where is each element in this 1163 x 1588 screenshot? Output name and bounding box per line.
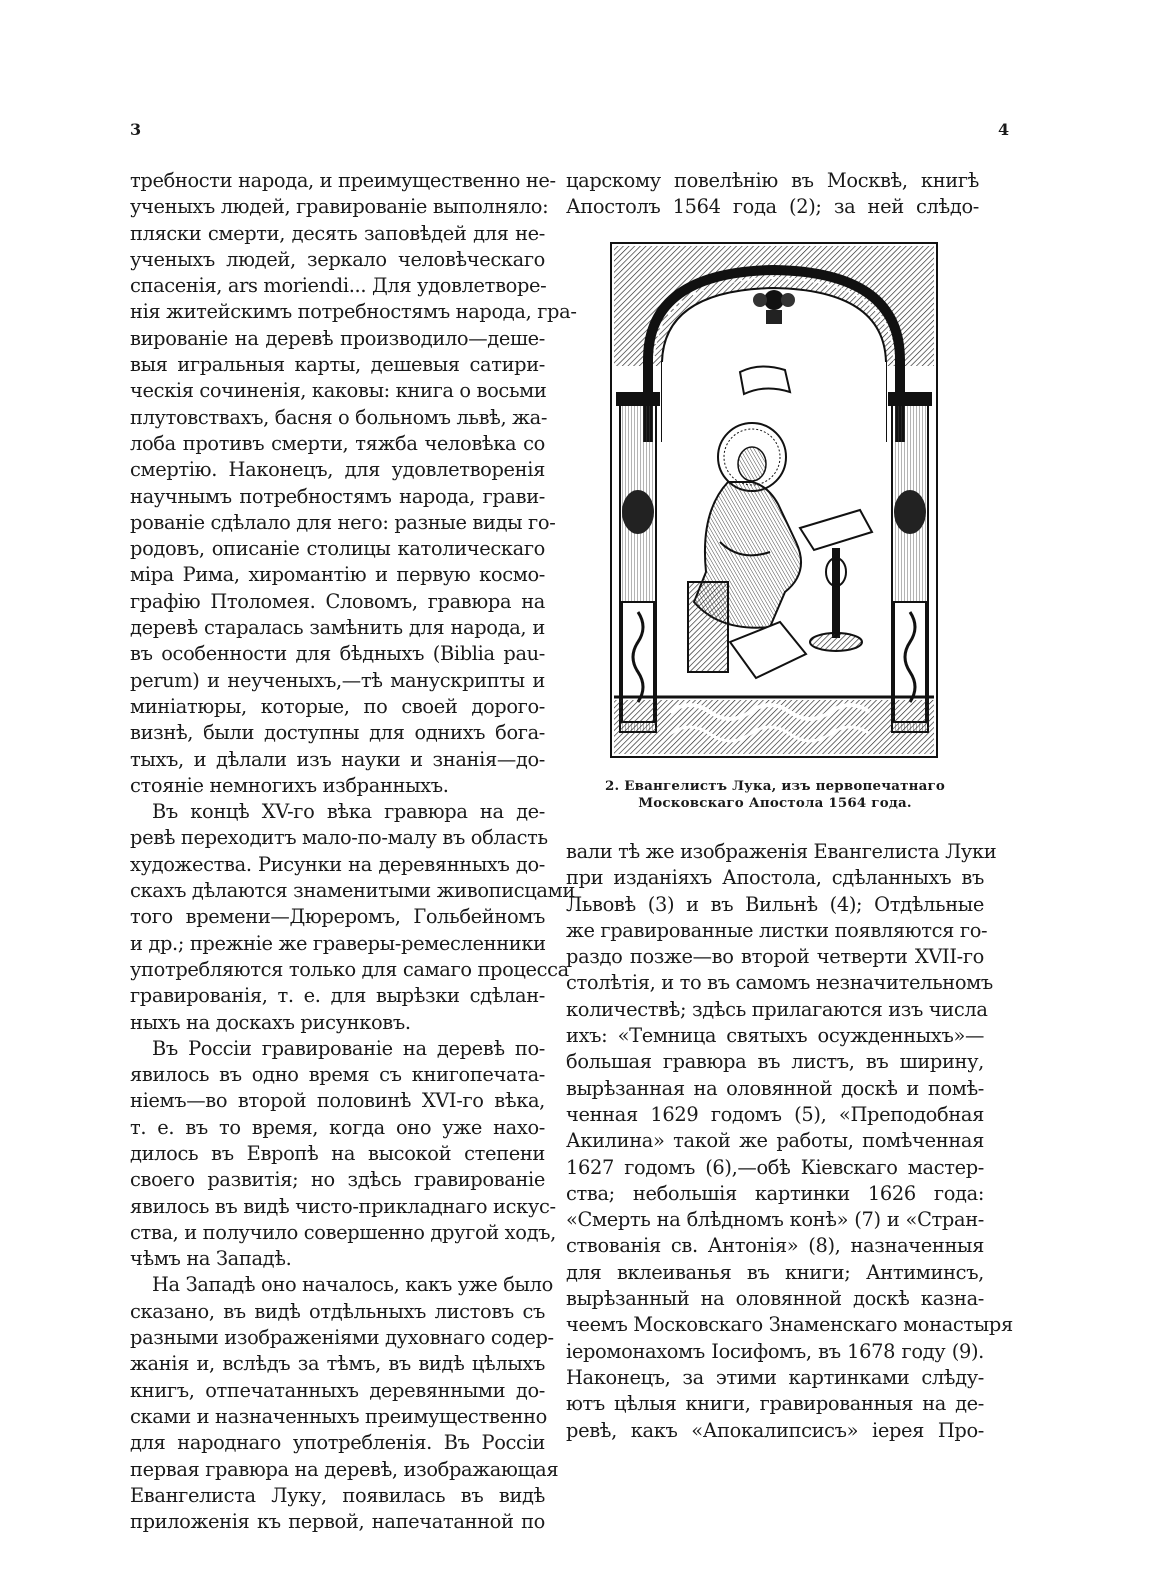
text-line: Львовѣ (3) и въ Вильнѣ (4); Отдѣльные bbox=[566, 892, 984, 916]
text-line: раздо позже—во второй четверти XVII-го bbox=[566, 945, 984, 969]
text-line: употребляются только для самаго процесса bbox=[130, 957, 569, 981]
text-line: графію Птоломея. Словомъ, гравюра на bbox=[130, 589, 545, 613]
text-line: ствованія св. Антонія» (8), назначенныя bbox=[566, 1234, 984, 1258]
text-line: Евангелиста Луку, появилась въ видѣ bbox=[130, 1483, 545, 1507]
text-line: perum) и неученыхъ,—тѣ манускрипты и bbox=[130, 668, 545, 692]
text-line: и др.; прежніе же граверы-ремесленники bbox=[130, 931, 546, 955]
text-line: родовъ, описаніе столицы католическаго bbox=[130, 537, 545, 561]
text-line: требности народа, и преимущественно не- bbox=[130, 169, 556, 192]
text-line: ства; небольшія картинки 1626 года: bbox=[566, 1181, 984, 1205]
text-line: спасенія, ars moriendi... Для удовлетворе- bbox=[130, 274, 547, 298]
text-line: художества. Рисунки на деревянныхъ до- bbox=[130, 852, 545, 876]
text-line: своего развитія; но здѣсь гравированіе bbox=[130, 1168, 545, 1192]
page-number-left: 3 bbox=[130, 120, 142, 139]
text-line: ютъ цѣлыя книги, гравированныя на де- bbox=[566, 1392, 984, 1416]
text-line: Акилина» такой же работы, помѣченная bbox=[566, 1129, 984, 1153]
text-line: ихъ: «Темница святыхъ осужденныхъ»— bbox=[566, 1024, 984, 1048]
text-line: вырѣзанный на оловянной доскѣ казна- bbox=[566, 1287, 984, 1311]
text-line: «Смерть на блѣдномъ конѣ» (7) и «Стран- bbox=[566, 1208, 984, 1232]
text-line: Въ Россіи гравированіе на деревѣ по- bbox=[152, 1036, 545, 1060]
text-line: царскому повелѣнію въ Москвѣ, книгѣ bbox=[566, 169, 979, 192]
text-line: смертію. Наконецъ, для удовлетворенія bbox=[130, 458, 545, 482]
page-number-right: 4 bbox=[998, 120, 1010, 139]
text-line: вырѣзанная на оловянной доскѣ и помѣ- bbox=[566, 1076, 984, 1100]
text-line: чѣмъ на Западѣ. bbox=[130, 1247, 292, 1271]
text-line: плутовствахъ, басня о больномъ львѣ, жа- bbox=[130, 405, 548, 429]
text-line: выя игральныя карты, дешевыя сатири- bbox=[130, 353, 545, 377]
text-line: столѣтія, и то въ самомъ незначительномъ bbox=[566, 971, 993, 995]
text-line: явилось въ видѣ чисто-прикладнаго искус- bbox=[130, 1194, 556, 1218]
text-line: разными изображеніями духовнаго содер- bbox=[130, 1326, 554, 1350]
text-line: ніемъ—во второй половинѣ XVI-го вѣка, bbox=[130, 1089, 545, 1113]
text-line: т. е. въ то время, когда оно уже нахо- bbox=[130, 1115, 545, 1139]
text-line: ства, и получило совершенно другой ходъ, bbox=[130, 1220, 556, 1244]
text-line: ческія сочиненія, каковы: книга о восьми bbox=[130, 379, 547, 403]
text-line: въ особенности для бѣдныхъ (Biblia pau- bbox=[130, 642, 545, 666]
text-line: рованіе сдѣлало для него: разные виды го- bbox=[130, 510, 556, 534]
text-line: явилось въ одно время съ книгопечата- bbox=[130, 1063, 545, 1087]
text-line: ревѣ, какъ «Апокалипсисъ» іерея Про- bbox=[566, 1418, 984, 1442]
text-line: чеемъ Московскаго Знаменскаго монастыря bbox=[566, 1313, 1013, 1337]
text-line: деревѣ старалась замѣнить для народа, и bbox=[130, 616, 545, 640]
text-line: тыхъ, и дѣлали изъ науки и знанія—до- bbox=[130, 747, 545, 771]
text-line: лоба противъ смерти, тяжба человѣка со bbox=[130, 431, 545, 455]
right-text-column-bottom bbox=[566, 839, 1013, 1444]
text-line: книгъ, отпечатанныхъ деревянными до- bbox=[130, 1378, 545, 1402]
text-line: 1627 годомъ (6),—обѣ Кіевскаго мастер- bbox=[566, 1155, 984, 1179]
evangelist-luke-woodcut bbox=[610, 242, 938, 758]
text-line: для народнаго употребленія. Въ Россіи bbox=[130, 1431, 545, 1455]
text-line: для вклеиванья въ книги; Антиминсъ, bbox=[566, 1260, 984, 1284]
text-line: того времени—Дюреромъ, Гольбейномъ bbox=[130, 905, 545, 929]
text-line: при изданіяхъ Апостола, сдѣланныхъ въ bbox=[566, 866, 984, 890]
text-line: же гравированные листки появляются го- bbox=[566, 918, 988, 942]
figure-caption-line-1: 2. Евангелистъ Лука, изъ первопечатнаго bbox=[604, 778, 946, 794]
figure-caption bbox=[566, 778, 984, 812]
text-line: Апостолъ 1564 года (2); за ней слѣдо- bbox=[566, 195, 979, 219]
figure-caption-line-2: Московскаго Апостола 1564 года. bbox=[638, 795, 912, 811]
text-line: гравированія, т. е. для вырѣзки сдѣлан- bbox=[130, 984, 545, 1008]
text-line: ученыхъ людей, зеркало человѣческаго bbox=[130, 247, 545, 271]
text-line: жанія и, вслѣдъ за тѣмъ, въ видѣ цѣлыхъ bbox=[130, 1352, 545, 1376]
text-line: іеромонахомъ Іосифомъ, въ 1678 году (9). bbox=[566, 1339, 984, 1363]
text-line: стояніе немногихъ избранныхъ. bbox=[130, 773, 449, 797]
text-line: приложенія къ первой, напечатанной по bbox=[130, 1510, 545, 1534]
left-text-column bbox=[130, 168, 577, 1535]
text-line: ревѣ переходитъ мало-по-малу въ область bbox=[130, 826, 548, 850]
text-line: сками и назначенныхъ преимущественно bbox=[130, 1404, 547, 1428]
text-line: На Западѣ оно началось, какъ уже было bbox=[152, 1273, 553, 1297]
text-line: вированіе на деревѣ производило—деше- bbox=[130, 326, 545, 350]
text-line: количествѣ; здѣсь прилагаются изъ числа bbox=[566, 997, 988, 1021]
text-line: скахъ дѣлаются знаменитыми живописцами bbox=[130, 879, 575, 903]
text-line: большая гравюра въ листъ, въ ширину, bbox=[566, 1050, 984, 1074]
text-line: ченная 1629 годомъ (5), «Преподобная bbox=[566, 1102, 984, 1126]
text-line: Въ концѣ XV-го вѣка гравюра на де- bbox=[152, 800, 545, 824]
text-line: визнѣ, были доступны для однихъ бога- bbox=[130, 721, 545, 745]
right-text-column-top bbox=[566, 168, 979, 221]
text-line: научнымъ потребностямъ народа, грави- bbox=[130, 484, 545, 508]
text-line: ученыхъ людей, гравированіе выполняло: bbox=[130, 195, 549, 219]
text-line: сказано, въ видѣ отдѣльныхъ листовъ съ bbox=[130, 1299, 545, 1323]
text-line: вали тѣ же изображенія Евангелиста Луки bbox=[566, 840, 997, 863]
text-line: первая гравюра на деревѣ, изображающая bbox=[130, 1457, 559, 1481]
text-line: дилось въ Европѣ на высокой степени bbox=[130, 1141, 545, 1165]
text-line: міра Рима, хиромантію и первую космо- bbox=[130, 563, 545, 587]
text-line: миніатюры, которые, по своей дорого- bbox=[130, 694, 545, 718]
text-line: Наконецъ, за этими картинками слѣду- bbox=[566, 1365, 984, 1389]
text-line: нія житейскимъ потребностямъ народа, гра- bbox=[130, 300, 577, 324]
text-line: ныхъ на доскахъ рисунковъ. bbox=[130, 1010, 411, 1034]
text-line: пляски смерти, десять заповѣдей для не- bbox=[130, 221, 545, 245]
